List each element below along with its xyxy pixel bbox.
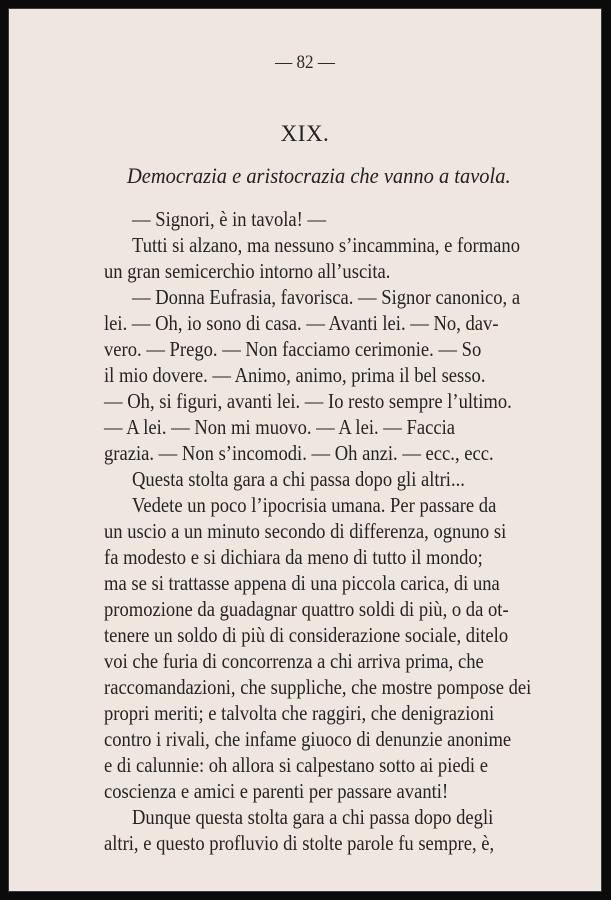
body-line: — Oh, si figuri, avanti lei. — Io resto sempre l’ultimo. [104, 389, 512, 413]
body-line: propri meriti; e talvolta che raggiri, che denigrazioni [104, 701, 495, 725]
body-line: Tutti si alzano, ma nessuno s’incammina, e formano [132, 233, 520, 257]
body-line: altri, e questo profluvio di stolte parole fu sempre, è, [104, 831, 495, 855]
body-line: lei. — Oh, io sono di casa. — Avanti lei. — No, dav- [104, 311, 499, 335]
body-line: e di calunnie: oh allora si calpestano sotto ai piedi e [104, 753, 488, 777]
chapter-title: Democrazia e aristocrazia che vanno a tavola. [127, 163, 511, 188]
body-line: contro i rivali, che infame giuoco di denunzie anonime [104, 727, 512, 751]
body-line: un gran semicerchio intorno all’uscita. [104, 259, 391, 283]
body-line: Dunque questa stolta gara a chi passa dopo degli [132, 805, 494, 829]
body-line: Questa stolta gara a chi passa dopo gli altri... [132, 467, 465, 491]
body-line: coscienza e amici e parenti per passare avanti! [104, 779, 449, 803]
body-line: — A lei. — Non mi muovo. — A lei. — Faccia [104, 415, 456, 439]
body-line: — Signori, è in tavola! — [132, 207, 327, 231]
book-page [8, 8, 602, 892]
body-line: fa modesto e si dichiara da meno di tutto il mondo; [104, 545, 483, 569]
body-line: un uscio a un minuto secondo di differenza, ognuno si [104, 519, 507, 543]
body-line: grazia. — Non s’incomodi. — Oh anzi. — ecc., ecc. [104, 441, 494, 465]
body-line: ma se si trattasse appena di una piccola carica, di una [104, 571, 500, 595]
page-number: — 82 — [275, 52, 335, 73]
body-line: Vedete un poco l’ipocrisia umana. Per passare da [132, 493, 497, 517]
body-line: voi che furia di concorrenza a chi arriva prima, che [104, 649, 484, 673]
body-line: promozione da guadagnar quattro soldi di più, o da ot- [104, 597, 509, 621]
body-line: raccomandazioni, che suppliche, che mostre pompose dei [104, 675, 532, 699]
body-line: vero. — Prego. — Non facciamo cerimonie. — So [104, 337, 482, 361]
body-line: il mio dovere. — Animo, animo, prima il bel sesso. [104, 363, 486, 387]
chapter-number: XIX. [280, 121, 330, 146]
body-line: tenere un soldo di più di considerazione sociale, ditelo [104, 623, 509, 647]
body-line: — Donna Eufrasia, favorisca. — Signor canonico, a [132, 285, 521, 309]
